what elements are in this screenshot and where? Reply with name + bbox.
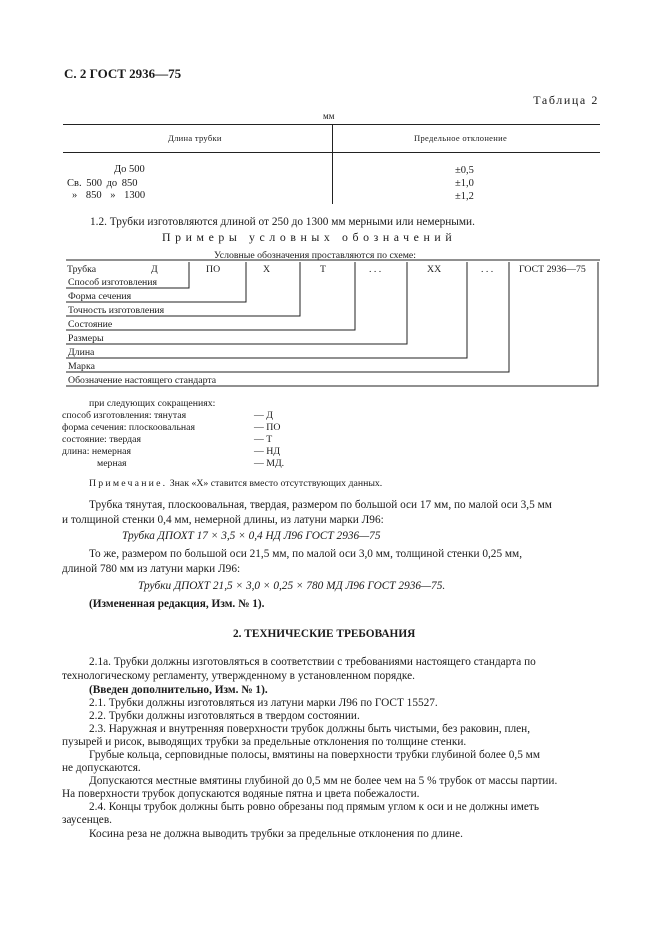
scheme-label: Марка (68, 361, 95, 372)
note-label: Примечание. (89, 478, 168, 489)
example-1-line-1: Трубка тянутая, плоскоовальная, твердая, размером по большой оси 17 мм, по малой оси 3,5 мм (89, 499, 552, 511)
paragraph-2-2: 2.2. Трубки должны изготовляться в твердом состоянии. (89, 710, 360, 722)
abbrev-item: состояние: твердая (62, 434, 142, 445)
example-2-line-2: длиной 780 мм из латуни марки Л96: (62, 563, 241, 575)
table-cell-deviation: ±1,0 (455, 178, 474, 189)
paragraph-2-1a-cont: технологическому регламенту, утвержденному в установленном порядке. (62, 670, 415, 682)
abbrev-intro: при следующих сокращениях: (89, 398, 216, 409)
abbrev-item: форма сечения: плоскоовальная (62, 422, 196, 433)
abbrev-code: — Д (254, 410, 273, 421)
scheme-token: Т (320, 264, 326, 275)
table-row: » 850 » 1300 (72, 190, 146, 201)
paragraph-2-4b: Косина реза не должна выводить трубки за предельные отклонения по длине. (89, 828, 463, 840)
example-2-line-1: То же, размером по большой оси 21,5 мм, по малой оси 3,0 мм, толщиной стенки 0,25 мм, (89, 548, 523, 560)
paragraph-2-3-cont: пузырей и рисок, выводящих трубки за предельные отклонения по толщине стенки. (62, 736, 467, 748)
scheme-label: Обозначение настоящего стандарта (68, 375, 217, 386)
scheme-token: ХХ (427, 264, 442, 275)
scheme-token: ГОСТ 2936—75 (519, 264, 586, 275)
scheme-label: Форма сечения (68, 291, 132, 302)
paragraph-2-4-cont: заусенцев. (62, 814, 112, 826)
table-row: До 500 (114, 164, 145, 175)
table-number: Таблица 2 (533, 93, 599, 107)
note-text: Знак «Х» ставится вместо отсутствующих данных. (169, 478, 383, 489)
table-header-length: Длина трубки (168, 133, 222, 143)
paragraph-2-1a: 2.1а. Трубки должны изготовляться в соответствии с требованиями настоящего стандарта по (89, 656, 536, 668)
abbrev-item: способ изготовления: тянутая (62, 410, 187, 421)
paragraph-2-3: 2.3. Наружная и внутренняя поверхности трубок должны быть чистыми, без раковин, плен, (89, 723, 531, 735)
scheme-label: Точность изготовления (68, 305, 165, 316)
paragraph-2-1: 2.1. Трубки должны изготовляться из латуни марки Л96 по ГОСТ 15527. (89, 697, 438, 709)
abbrev-code: — МД. (254, 458, 285, 469)
scheme-token: . . . (369, 264, 382, 275)
scheme-token: Трубка (67, 264, 97, 275)
scheme-token: . . . (481, 264, 494, 275)
scheme-label: Способ изготовления (68, 277, 158, 288)
introduced-note: (Введен дополнительно, Изм. № 1). (89, 684, 268, 696)
paragraph-2-3c: Допускаются местные вмятины глубиной до 0,5 мм не более чем на 5 % трубок от массы партии. (89, 775, 558, 787)
example-1-line-2: и толщиной стенки 0,4 мм, немерной длины, из латуни марки Л96: (62, 514, 384, 526)
table-cell-deviation: ±0,5 (455, 165, 474, 176)
table-row: Св. 500 до 850 (67, 178, 138, 189)
changed-edition-note: (Измененная редакция, Изм. № 1). (89, 598, 265, 610)
page-header: С. 2 ГОСТ 2936—75 (64, 66, 182, 81)
abbrev-code: — Т (254, 434, 273, 445)
table-unit: мм (323, 111, 335, 121)
note (89, 478, 382, 489)
scheme-label: Длина (68, 347, 95, 358)
scheme-caption: Условные обозначения проставляются по схеме: (214, 250, 416, 261)
scheme-token: Д (151, 264, 158, 275)
table-header-deviation: Предельное отклонение (414, 133, 508, 143)
scheme-label: Размеры (68, 333, 104, 344)
abbrev-item: мерная (97, 458, 127, 469)
abbrev-code: — ПО (254, 422, 281, 433)
table-cell-deviation: ±1,2 (455, 191, 474, 202)
abbrev-item: длина: немерная (62, 446, 132, 457)
scheme-token: Х (263, 264, 271, 275)
example-2-designation: Трубки ДПОХТ 21,5 × 3,0 × 0,25 × 780 МД Л96 ГОСТ 2936—75. (138, 580, 446, 592)
abbrev-code: — НД (254, 446, 281, 457)
paragraph-1-2: 1.2. Трубки изготовляются длиной от 250 до 1300 мм мерными или немерными. (90, 216, 475, 228)
paragraph-2-4: 2.4. Концы трубок должны быть ровно обрезаны под прямым углом к оси и не должны иметь (89, 801, 539, 813)
paragraph-2-3b: Грубые кольца, серповидные полосы, вмятины на поверхности трубки глубиной более 0,5 мм (89, 749, 540, 761)
paragraph-2-3c-cont: На поверхности трубок допускаются водяные пятна и цвета побежалости. (62, 788, 420, 800)
scheme-label: Состояние (68, 319, 113, 330)
examples-title: Примеры условных обозначений (162, 230, 457, 244)
example-1-designation: Трубка ДПОХТ 17 × 3,5 × 0,4 НД Л96 ГОСТ 2936—75 (122, 530, 381, 542)
paragraph-2-3b-cont: не допускаются. (62, 762, 141, 774)
scheme-token: ПО (206, 264, 221, 275)
section-title: 2. ТЕХНИЧЕСКИЕ ТРЕБОВАНИЯ (233, 628, 416, 640)
